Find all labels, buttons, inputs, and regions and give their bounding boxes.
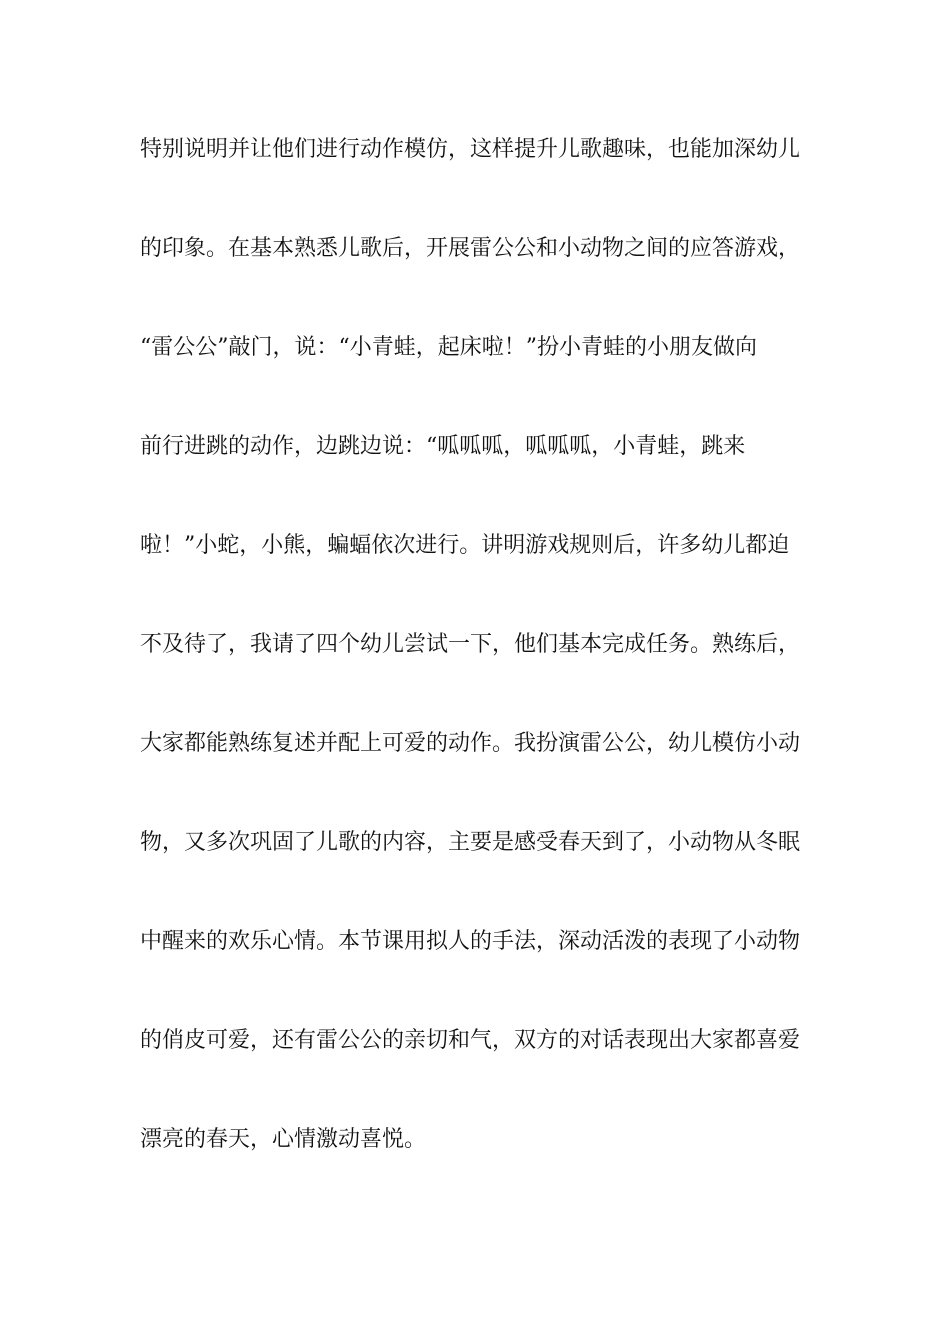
text-line: 特别说明并让他们进行动作模仿，这样提升儿歌趣味，也能加深幼儿 [140, 137, 801, 162]
text-line: 的俏皮可爱，还有雷公公的亲切和气，双方的对话表现出大家都喜爱 [140, 1028, 801, 1053]
text-line: 前行进跳的动作，边跳边说：“呱呱呱，呱呱呱，小青蛙，跳来 [140, 434, 746, 459]
text-line: “雷公公”敲门，说：“小青蛙，起床啦！”扮小青蛙的小朋友做向 [140, 335, 757, 360]
text-line: 啦！”小蛇，小熊，蝙蝠依次进行。讲明游戏规则后，许多幼儿都迫 [140, 533, 790, 558]
text-line: 物，又多次巩固了儿歌的内容，主要是感受春天到了，小动物从冬眠 [140, 830, 801, 855]
body-text [140, 127, 820, 1216]
text-line: 大家都能熟练复述并配上可爱的动作。我扮演雷公公，幼儿模仿小动 [140, 731, 801, 756]
text-line: 不及待了，我请了四个幼儿尝试一下，他们基本完成任务。熟练后， [140, 632, 801, 657]
text-line: 漂亮的春天，心情激动喜悦。 [140, 1127, 427, 1152]
text-line: 的印象。在基本熟悉儿歌后，开展雷公公和小动物之间的应答游戏， [140, 236, 801, 261]
text-line: 中醒来的欢乐心情。本节课用拟人的手法，深动活泼的表现了小动物 [140, 929, 801, 954]
